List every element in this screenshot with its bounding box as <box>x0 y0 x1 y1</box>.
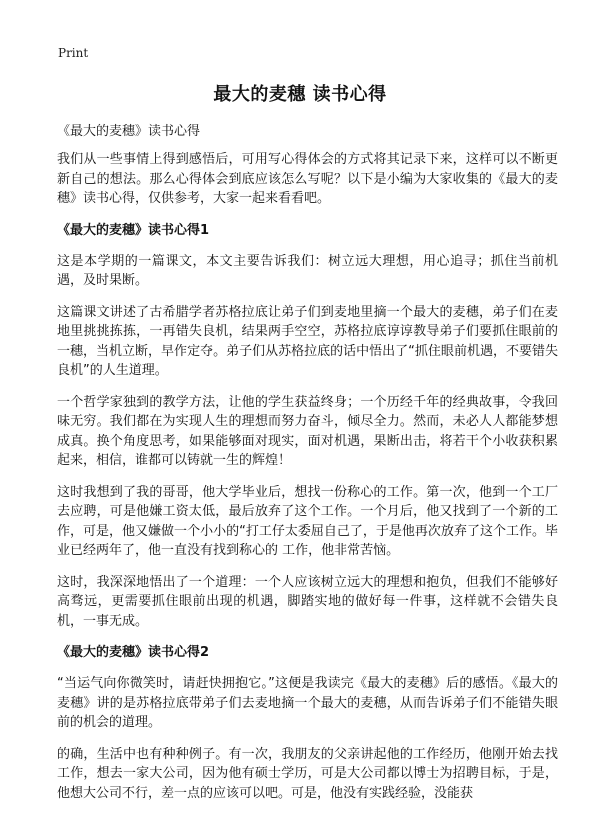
print-link[interactable]: Print <box>58 46 89 60</box>
document-subtitle: 《最大的麦穗》读书心得 <box>57 124 201 139</box>
document-body <box>57 150 558 815</box>
page-title: 最大的麦穗 读书心得 <box>213 84 387 105</box>
section-2-paragraph-2: 的确，生活中也有种种例子。有一次，我朋友的父亲讲起他的工作经历，他刚开始去找工作，想去一家大公司，因为他有硕士学历，可是大公司都以博士为招聘目标，于是，他想大公司不行，差一点的应该可以吧。可是，他没有实践经验，没能获 <box>57 746 558 801</box>
section-2-paragraph-1: “当运气向你微笑时，请赶快拥抱它。”这便是我读完《最大的麦穗》后的感悟。《最大的麦穗》讲的是苏格拉底带弟子们去麦地摘一个最大的麦穗，从而告诉弟子们不能错失眼前的机会的道理。 <box>57 676 558 730</box>
section-1-paragraph-1: 这是本学期的一篇课文，本文主要告诉我们：树立远大理想，用心追寻；抓住当前机遇，及时果断。 <box>57 253 558 288</box>
section-heading-2: 《最大的麦穗》读书心得2 <box>57 645 210 660</box>
section-heading-1: 《最大的麦穗》读书心得1 <box>57 222 210 238</box>
section-1-paragraph-2: 这篇课文讲述了古希腊学者苏格拉底让弟子们到麦地里摘一个最大的麦穗，弟子们在麦地里挑挑拣拣，一再错失良机，结果两手空空，苏格拉底谆谆教导弟子们要抓住眼前的一穗，当机立断，早作定夺。弟子们从苏格拉底的话中悟出了“抓住眼前机遇，不要错失良机”的人生道理。 <box>57 304 558 378</box>
section-1-paragraph-3: 一个哲学家独到的教学方法，让他的学生获益终身；一个历经千年的经典故事，令我回味无穷。我们都在为实现人生的理想而努力奋斗，倾尽全力。然而，未必人人都能梦想成真。换个角度思考，如果能够面对现实，面对机遇，果断出击，将若干个小收获积累起来，相信，谁都可以铸就一生的辉煌！ <box>57 394 558 468</box>
section-1-paragraph-5: 这时，我深深地悟出了一个道理：一个人应该树立远大的理想和抱负，但我们不能够好高骛远，更需要抓住眼前出现的机遇，脚踏实地的做好每一件事，这样就不会错失良机，一事无成。 <box>57 574 558 629</box>
section-1-paragraph-4: 这时我想到了我的哥哥，他大学毕业后，想找一份称心的工作。第一次，他到一个工厂去应聘，可是他嫌工资太低，最后放弃了这个工作。一个月后，他又找到了一个新的工作，可是，他又嫌做一个小小的“打工仔太委屈自己了，于是他再次放弃了这个工作。毕业已经两年了，他一直没有找到称心的 工作，他非常苦恼。 <box>57 484 558 558</box>
intro-paragraph: 我们从一些事情上得到感悟后，可用写心得体会的方式将其记录下来，这样可以不断更新自己的想法。那么心得体会到底应该怎么写呢？以下是小编为大家收集的《最大的麦穗》读书心得，仅供参考，大家一起来看看吧。 <box>57 152 558 206</box>
